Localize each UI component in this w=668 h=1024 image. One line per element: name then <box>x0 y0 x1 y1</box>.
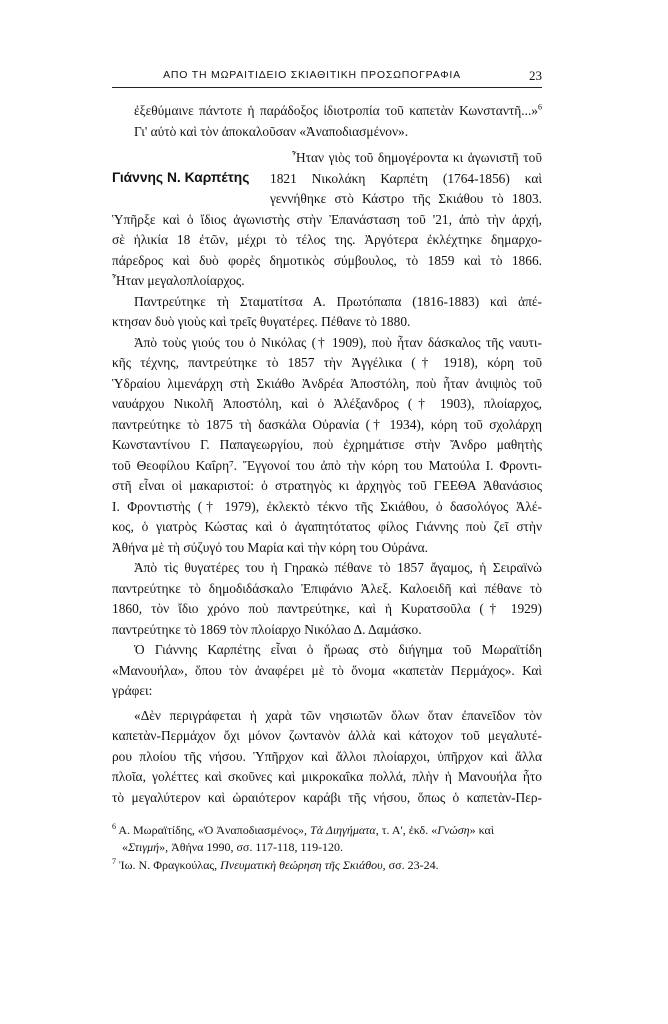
paragraph-line: Ὁ Γιάννης Καρπέτης εἶναι ὁ ἥρωας στὸ διήγημα τοῦ Μωραϊτίδη <box>134 642 542 657</box>
quote-line: καπετὰν-Περμάχον ὄχι μόνον ζωντανὸν ἀλλὰ καὶ κάτοχον τοῦ μεγαλυτέ- <box>112 728 542 743</box>
running-title: ΑΠΟ ΤΗ ΜΩΡΑΙΤΙΔΕΙΟ ΣΚΙΑΘΙΤΙΚΗ ΠΡΟΣΩΠΟΓΡΑΦΙΑ <box>163 69 461 81</box>
footnote-ref-6[interactable]: 6 <box>538 102 542 112</box>
quote-line: «Δὲν περιγράφεται ἡ χαρὰ τῶν νησιωτῶν ὅλων ὅταν ἐπανεῖδον τὸν <box>134 707 542 723</box>
footnote-publisher: Στιγμή <box>128 839 160 854</box>
footnote-number: 7 <box>112 857 116 866</box>
quote-line: πλοῖα, γολέττες καὶ σκοῦνες καὶ μικροκαΐκα πολλά, πλὴν ἡ Μανουήλα ἦτο <box>112 769 542 784</box>
intro-line-2: Γι' αὐτὸ καὶ τὸν ἀποκαλοῦσαν «Ἀναποδιασμένον». <box>134 123 409 139</box>
page-number: 23 <box>529 68 542 83</box>
intro-line-1-text: ἐξεθύμαινε πάντοτε ἡ παράδοξος ἰδιοτροπία τοῦ καπετὰν Κωνσταντῆ...» <box>134 103 538 118</box>
footnote-text: Ἰω. Ν. Φραγκούλας, <box>119 858 221 872</box>
footnote-text: « <box>122 839 128 854</box>
paragraph-line: Κωνσταντίνου Γ. Παπαγεωργίου, ποὺ ἐχρημάτισε στὴν Ἄνδρο μαθητὴς <box>112 437 542 452</box>
paragraph-line: Ἀπὸ τὶς θυγατέρες του ἡ Γηρακὼ πέθανε τὸ 1857 ἄγαμος, ἡ Σειραϊνὼ <box>134 560 542 575</box>
paragraph-line: ναυάρχου Νικολῆ Ἀποστόλη, καὶ ὁ Ἀλέξανδρος († 1903), πλοίαρχος, <box>112 396 542 411</box>
footnote-6 <box>112 822 542 855</box>
quote-line: τὸ μεγαλύτερον καὶ ὡραιότερον καράβι τῆς νήσου, ὅπως ὁ καπετὰν-Περ- <box>112 789 542 805</box>
footnote-text: , σσ. 23-24. <box>382 858 439 872</box>
paragraph-line: Παντρεύτηκε τὴ Σταματίτσα Α. Πρωτόπαπα (1816-1883) καὶ ἀπέ- <box>134 293 542 309</box>
paragraph-line: Ἀθήνα μὲ τὴ σύζυγό του Μαρία καὶ τὴν κόρη του Οὐράνα. <box>112 539 429 555</box>
entry-side-line: γεννήθηκε στὸ Κάστρο τῆς Σκιάθου τὸ 1803. <box>270 191 542 206</box>
paragraph-line: παντρεύτηκε τὸ 1875 τὴ δασκάλα Οὐρανία († 1934), κόρη τοῦ σχολάρχη <box>112 416 542 432</box>
footnotes <box>112 822 542 876</box>
footnote-text: Α. Μωραϊτίδης, «Ὁ Ἀναποδιασμένος», <box>118 823 311 837</box>
paragraph-line: Ἀπὸ τοὺς γιούς του ὁ Νικόλας († 1909), ποὺ ἦταν δάσκαλος τῆς ναυτι- <box>134 334 542 350</box>
paragraph-line: σὲ ἡλικία 18 ἐτῶν, μέχρι τὸ τέλος της. Ἀργότερα ἐκλέχτηκε δημαρχο- <box>112 232 542 247</box>
paragraph-line: στῆ εἶναι οἱ μακαριστοί: ὁ στρατηγὸς κι ἀρχηγὸς τοῦ ΓΕΕΘΑ Ἀθανάσιος <box>112 478 542 493</box>
running-head <box>112 69 542 87</box>
paragraph-line: παντρεύτηκε τὸ 1869 τὸν πλοίαρχο Νικόλαο Δ. Δαμάσκο. <box>112 621 422 637</box>
paragraph-line: κος, ὁ γιατρὸς Κώστας καὶ ὁ ἀγαπητότατος φίλος Γιάννης ποὺ ζεῖ στὴν <box>112 519 542 534</box>
footnote-book-title: Πνευματικὴ θεώρηση τῆς Σκιάθου <box>220 858 383 872</box>
person-name: Γιάννης Ν. Καρπέτης <box>112 170 250 185</box>
footnote-text: , τ. Α', ἐκδ. « <box>375 823 438 837</box>
paragraph-line: παντρεύτηκε τὸ δημοδιδάσκαλο Ἐπιφάνιο Ἀλεξ. Καλοειδῆ καὶ πέθανε τὸ <box>112 580 542 596</box>
quote-line: ρου πλοίου τῆς νήσου. Ὑπῆρχον καὶ ἄλλοι πλοίαρχοι, ὑπῆρχον καὶ ἄλλα <box>112 748 542 764</box>
footnote-7 <box>112 857 542 874</box>
paragraph-line: τοῦ Θεοφίλου Καΐρη⁷. Ἔγγονοί του ἀπὸ τὴν κόρη του Ματούλα Ι. Φροντι- <box>112 457 542 473</box>
header-rule <box>112 87 542 88</box>
footnote-text: », Ἀθήνα 1990, σσ. 117-118, 119-120. <box>159 839 344 854</box>
intro-line-1 <box>112 101 542 122</box>
footnote-continuation <box>112 839 542 856</box>
paragraph-line: 1860, τὸν ἴδιο χρόνο ποὺ παντρεύτηκε, καὶ ἡ Κυρατσοῦλα († 1929) <box>112 601 542 616</box>
person-entry <box>112 148 542 210</box>
paragraph-line: κτησαν δυὸ γιοὺς καὶ τρεῖς θυγατέρες. Πέθανε τὸ 1880. <box>112 314 411 329</box>
footnote-text: » καὶ <box>469 823 495 837</box>
entry-side-line: Ἦταν γιὸς τοῦ δημογέροντα κι ἀγωνιστῆ τοῦ <box>292 150 542 165</box>
paragraph-line: κῆς τέχνης, παντρεύτηκε τὸ 1857 τὴν Ἀγγέλικα († 1918), κόρη τοῦ <box>112 355 542 370</box>
paragraph-line: γράφει: <box>112 683 153 698</box>
footnote-book-title: Τὰ Διηγήματα <box>310 823 376 837</box>
paragraph-line: Ὑπῆρξε καὶ ὁ ἴδιος ἀγωνιστὴς στὴν Ἐπανάσταση τοῦ '21, ἀπὸ τὴν ἀρχή, <box>112 211 542 227</box>
paragraph-line: «Μανουήλα», ὅπου τὸν ἀναφέρει μὲ τὸ ὄνομα «καπετὰν Περμάχος». Καὶ <box>112 662 542 678</box>
paragraph-line: Ι. Φροντιστὴς († 1979), ἐκλεκτὸ τέκνο τῆς Σκιάθου, ὁ δασολόγος Ἀλέ- <box>112 498 542 514</box>
body-text <box>112 101 542 808</box>
paragraph-line: πάρεδρος καὶ δυὸ φορὲς δημοτικὸς σύμβουλος, τὸ 1859 καὶ τὸ 1866. <box>112 252 542 268</box>
paragraph-line: Ὑδραίου λιμενάρχη στὴ Σκιάθο Ἀνδρέα Ἀποστόλη, ποὺ ἦταν ἀνιψιὸς τοῦ <box>112 375 542 391</box>
paragraph-line: Ἦταν μεγαλοπλοίαρχος. <box>112 273 245 288</box>
footnote-publisher: Γνώση <box>437 823 470 837</box>
footnote-number: 6 <box>112 822 116 831</box>
entry-side-line: 1821 Νικολάκη Καρπέτη (1764-1856) καὶ <box>270 170 542 186</box>
block-quote <box>112 706 542 809</box>
